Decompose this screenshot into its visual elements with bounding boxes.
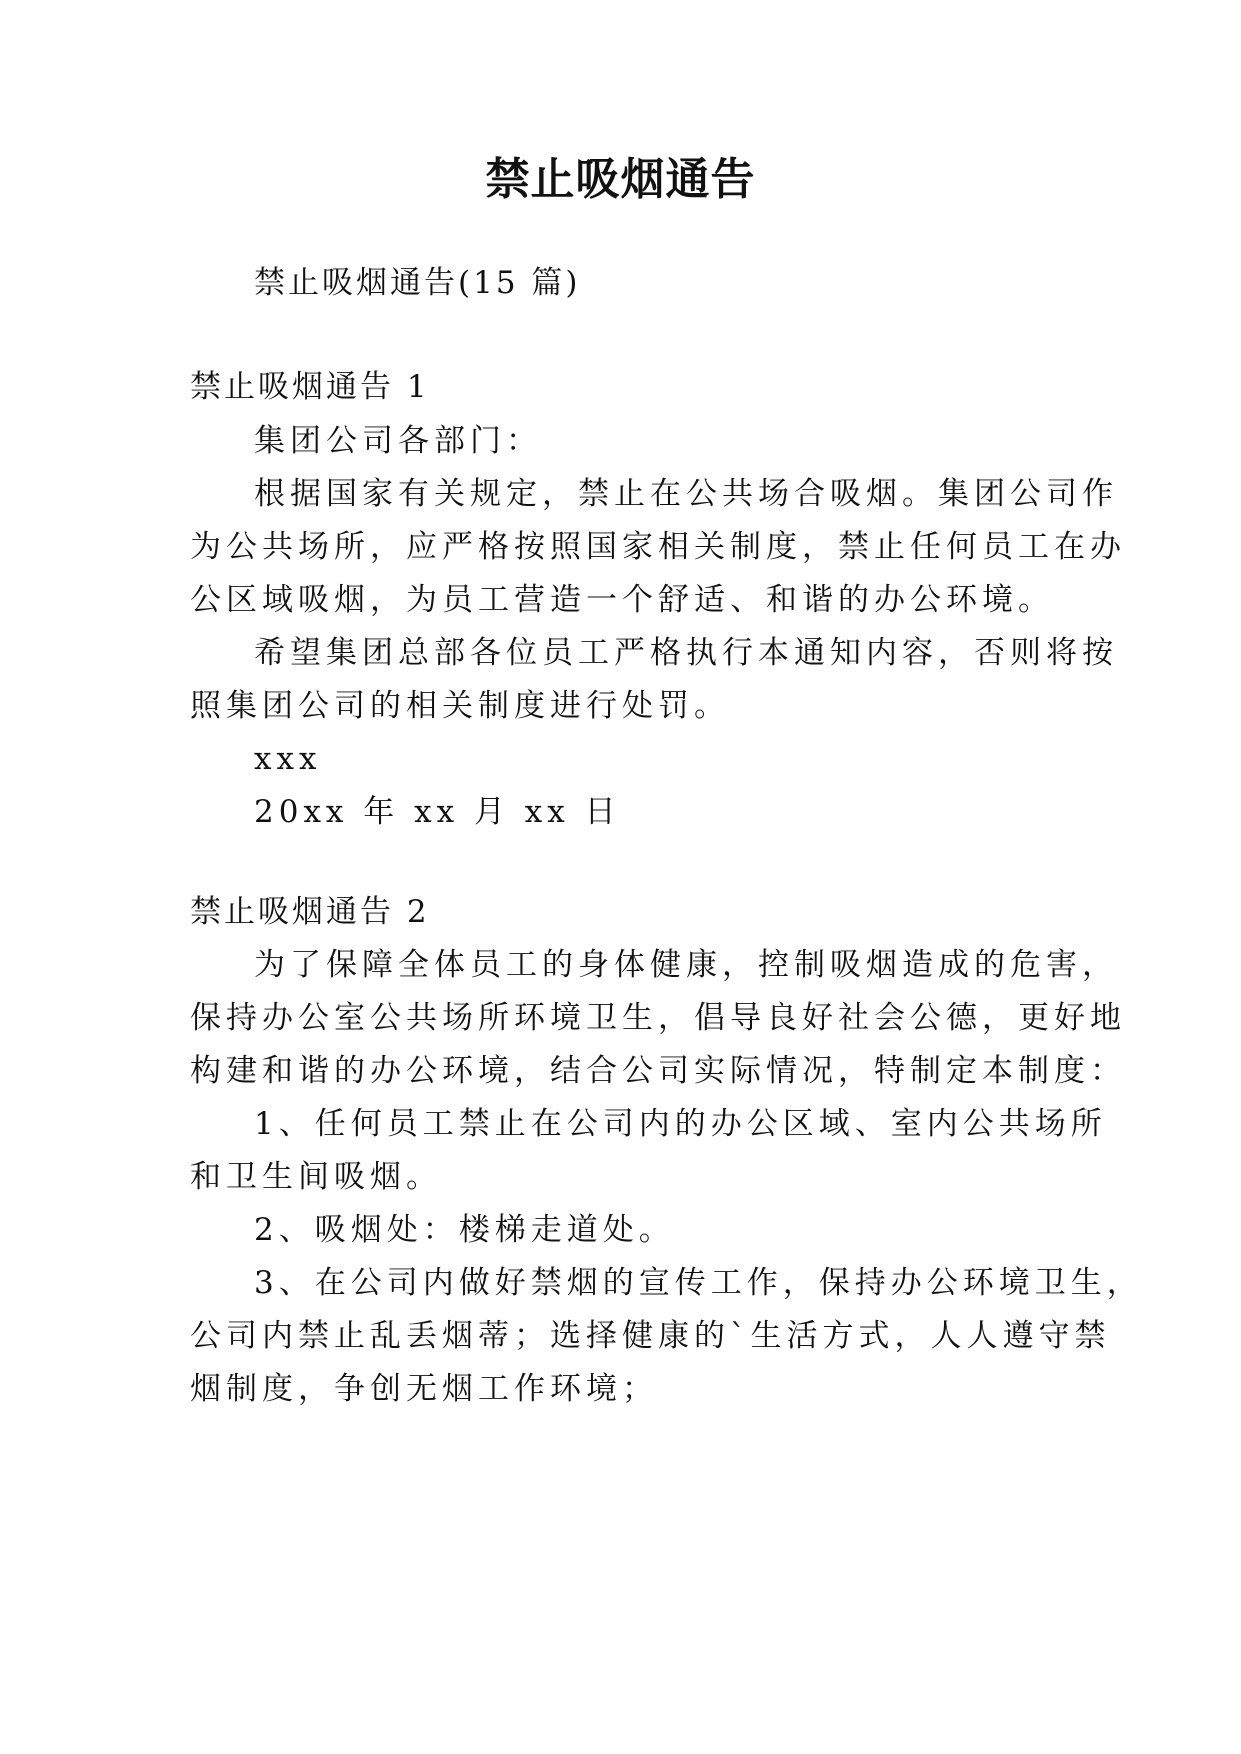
notice1-signature: xxx: [254, 741, 322, 777]
notice2-item3-line3: 烟制度，争创无烟工作环境；: [190, 1371, 658, 1407]
notice2-item2-line1: 2、吸烟处：楼梯走道处。: [254, 1212, 675, 1248]
notice2-intro-line1: 为了保障全体员工的身体健康，控制吸烟造成的危害，: [254, 947, 1118, 983]
notice2-item1-line1: 1、任何员工禁止在公司内的办公区域、室内公共场所: [254, 1106, 1107, 1142]
notice2-intro-line2: 保持办公室公共场所环境卫生，倡导良好社会公德，更好地: [190, 1000, 1126, 1036]
notice2-item1-line2: 和卫生间吸烟。: [190, 1159, 442, 1195]
notice2-item3-line1: 3、在公司内做好禁烟的宣传工作，保持办公环境卫生，: [254, 1265, 1143, 1301]
notice1-para1-line3: 公区域吸烟，为员工营造一个舒适、和谐的办公环境。: [190, 582, 1054, 618]
notice1-para2-line2: 照集团公司的相关制度进行处罚。: [190, 688, 730, 724]
notice1-salutation: 集团公司各部门：: [254, 423, 542, 459]
notice1-heading: 禁止吸烟通告 1: [190, 369, 430, 405]
document-subtitle: 禁止吸烟通告(15 篇): [254, 265, 581, 301]
notice2-item3-line2: 公司内禁止乱丢烟蒂；选择健康的`生活方式，人人遵守禁: [190, 1318, 1111, 1354]
notice1-para1-line2: 为公共场所，应严格按照国家相关制度，禁止任何员工在办: [190, 529, 1126, 565]
notice2-heading: 禁止吸烟通告 2: [190, 894, 430, 930]
notice1-para2-line1: 希望集团总部各位员工严格执行本通知内容，否则将按: [254, 635, 1118, 671]
notice2-intro-line3: 构建和谐的办公环境，结合公司实际情况，特制定本制度：: [190, 1053, 1126, 1089]
notice1-date: 20xx 年 xx 月 xx 日: [254, 794, 621, 830]
document-title: 禁止吸烟通告: [485, 154, 756, 205]
notice1-para1-line1: 根据国家有关规定，禁止在公共场合吸烟。集团公司作: [254, 476, 1118, 512]
